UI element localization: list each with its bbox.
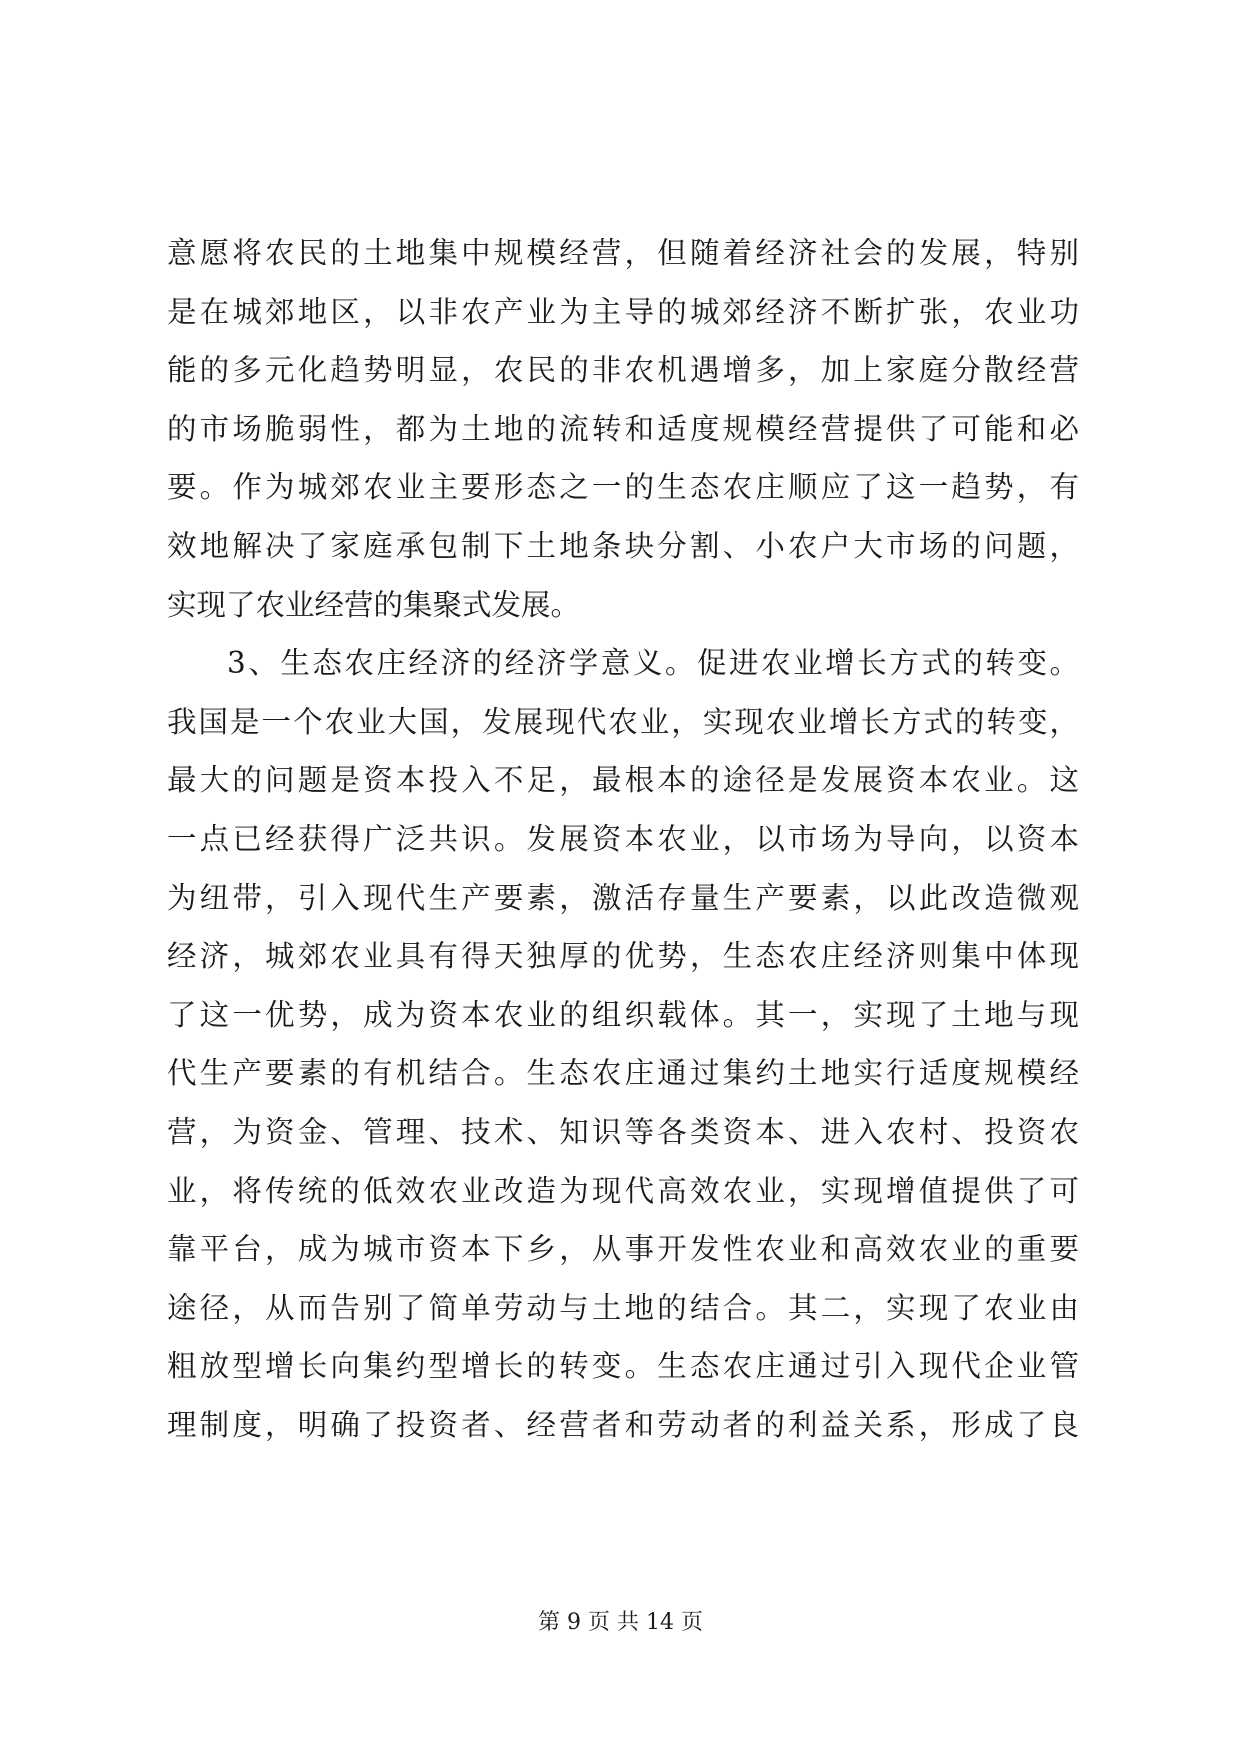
- text-line: 是在城郊地区，以非农产业为主导的城郊经济不断扩张，农业功: [167, 294, 1079, 329]
- text-line: 的市场脆弱性，都为土地的流转和适度规模经营提供了可能和必: [167, 411, 1079, 446]
- text-line: 了这一优势，成为资本农业的组织载体。其一，实现了土地与现: [167, 997, 1079, 1032]
- text-line: 营，为资金、管理、技术、知识等各类资本、进入农村、投资农: [167, 1114, 1079, 1149]
- text-line: 我国是一个农业大国，发展现代农业，实现农业增长方式的转变，: [167, 704, 1079, 739]
- text-line: 粗放型增长向集约型增长的转变。生态农庄通过引入现代企业管: [167, 1349, 1079, 1384]
- text-line: 意愿将农民的土地集中规模经营，但随着经济社会的发展，特别: [167, 236, 1079, 270]
- text-line: 一点已经获得广泛共识。发展资本农业，以市场为导向，以资本: [167, 821, 1079, 856]
- text-line: 业，将传统的低效农业改造为现代高效农业，实现增值提供了可: [167, 1173, 1079, 1208]
- text-line: 靠平台，成为城市资本下乡，从事开发性农业和高效农业的重要: [167, 1232, 1079, 1267]
- text-line: 途径，从而告别了简单劳动与土地的结合。其二，实现了农业由: [167, 1290, 1079, 1325]
- text-line: 要。作为城郊农业主要形态之一的生态农庄顺应了这一趋势，有: [167, 470, 1079, 505]
- body-text: [167, 224, 1079, 1454]
- paragraph-start-line: 3、生态农庄经济的经济学意义。促进农业增长方式的转变。: [227, 646, 1079, 681]
- text-line: 实现了农业经营的集聚式发展。: [167, 587, 581, 622]
- text-line: 能的多元化趋势明显，农民的非农机遇增多，加上家庭分散经营: [167, 353, 1079, 388]
- text-line: 最大的问题是资本投入不足，最根本的途径是发展资本农业。这: [167, 763, 1079, 798]
- text-line: 效地解决了家庭承包制下土地条块分割、小农户大市场的问题，: [167, 528, 1079, 563]
- text-line: 理制度，明确了投资者、经营者和劳动者的利益关系，形成了良: [167, 1407, 1079, 1442]
- text-line: 代生产要素的有机结合。生态农庄通过集约土地实行适度规模经: [167, 1056, 1079, 1091]
- text-line: 为纽带，引入现代生产要素，激活存量生产要素，以此改造微观: [167, 880, 1079, 915]
- page-number-footer: 第 9 页 共 14 页: [538, 1610, 703, 1635]
- text-line: 经济，城郊农业具有得天独厚的优势，生态农庄经济则集中体现: [167, 939, 1079, 974]
